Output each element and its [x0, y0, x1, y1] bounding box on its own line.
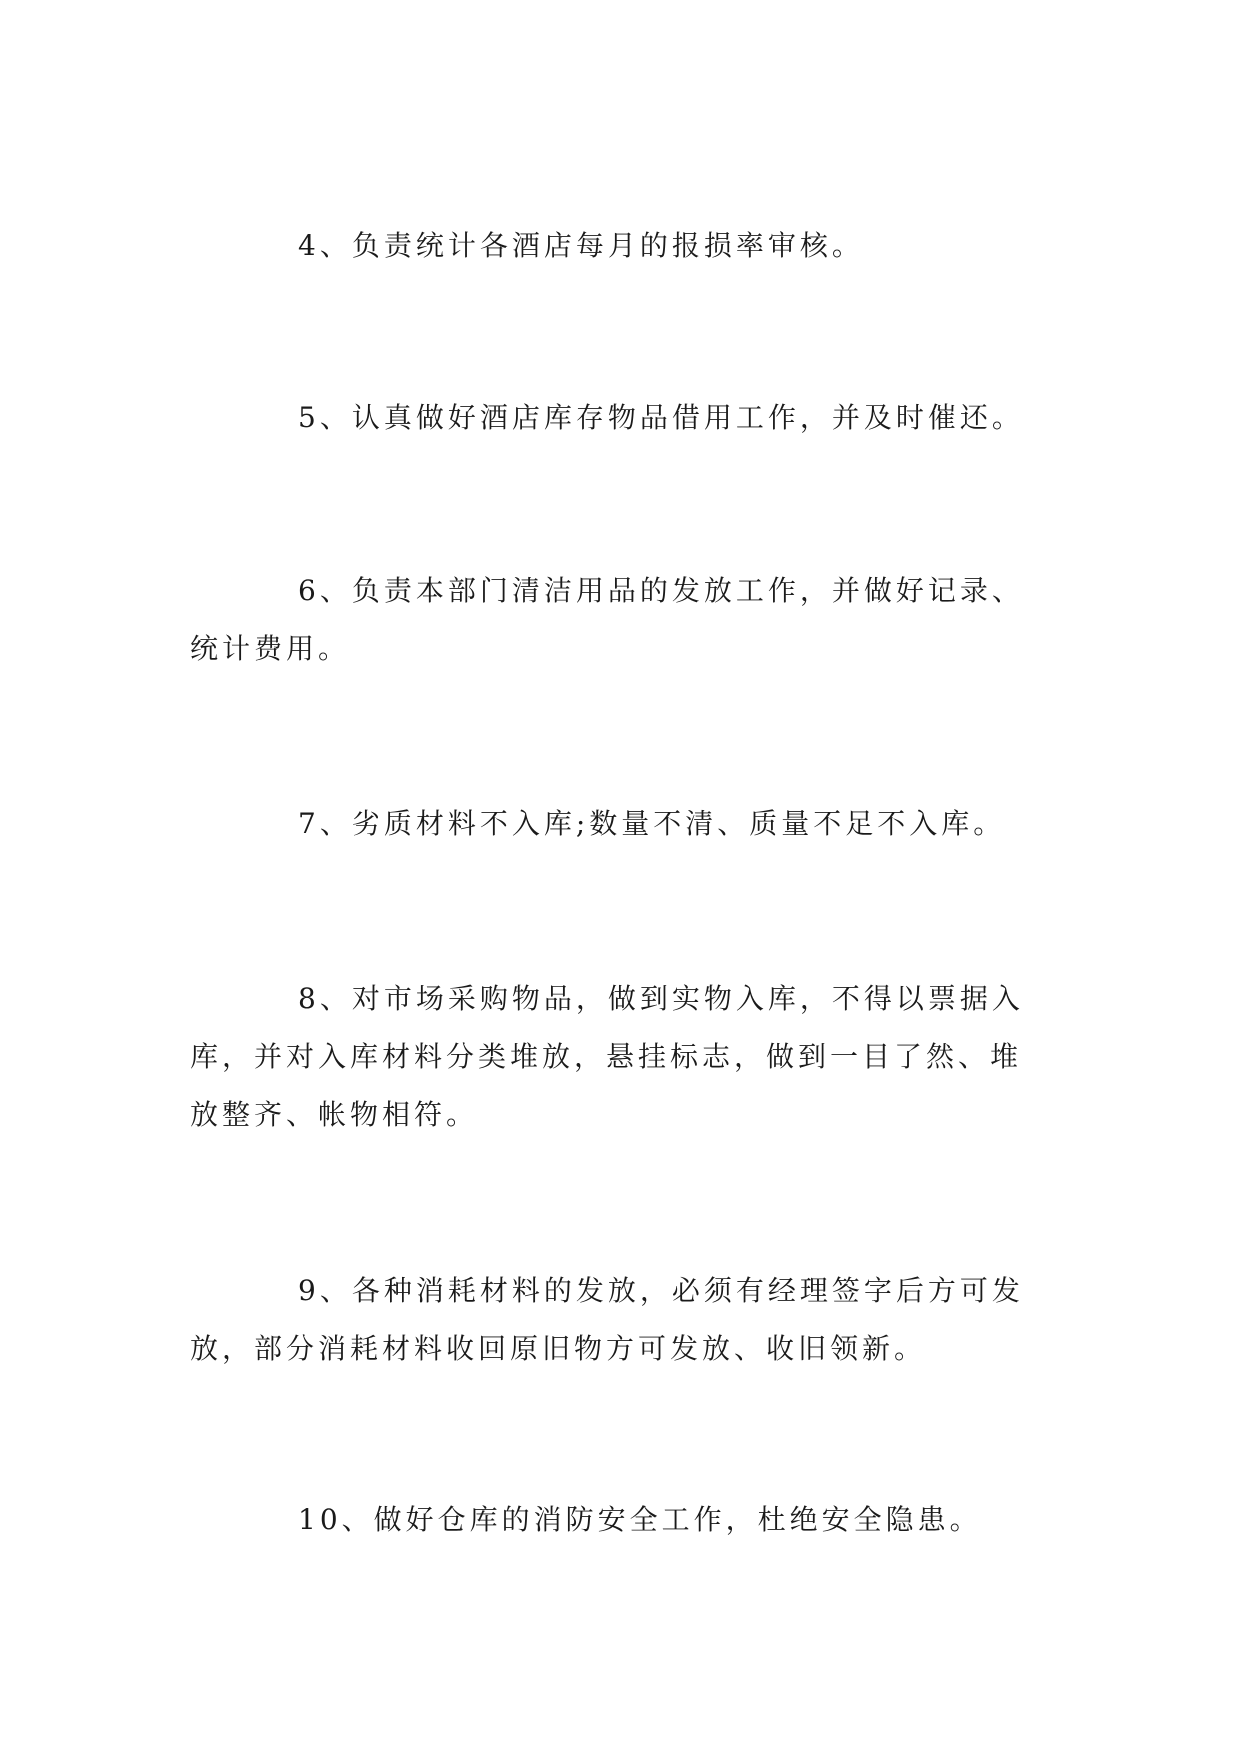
paragraph-item-9: 9、各种消耗材料的发放，必须有经理签字后方可发放，部分消耗材料收回原旧物方可发放、收旧领新。 — [190, 1274, 1024, 1365]
paragraph-item-5: 5、认真做好酒店库存物品借用工作，并及时催还。 — [298, 401, 1024, 434]
paragraph-item-10: 10、做好仓库的消防安全工作，杜绝安全隐患。 — [298, 1503, 982, 1536]
paragraph-item-4: 4、负责统计各酒店每月的报损率审核。 — [298, 229, 864, 262]
paragraph-item-6: 6、负责本部门清洁用品的发放工作，并做好记录、统计费用。 — [190, 574, 1024, 665]
paragraph-item-7: 7、劣质材料不入库;数量不清、质量不足不入库。 — [298, 807, 1006, 840]
paragraph-item-8: 8、对市场采购物品，做到实物入库，不得以票据入库，并对入库材料分类堆放，悬挂标志，做到一目了然、堆放整齐、帐物相符。 — [190, 982, 1024, 1131]
